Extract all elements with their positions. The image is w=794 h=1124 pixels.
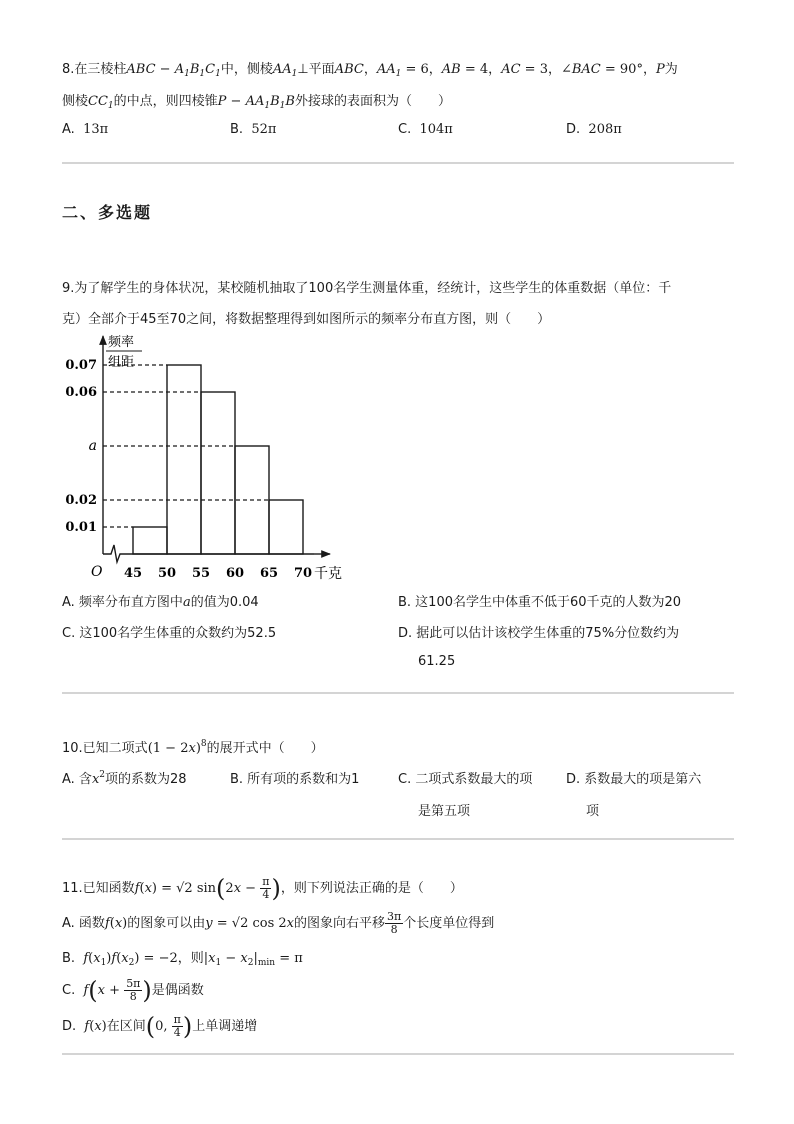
q10-option-b[interactable]: B. 所有项的系数和为1 — [230, 772, 360, 787]
q8-option-b[interactable]: B. 52π — [230, 122, 277, 137]
x-axis-unit: 千克 — [314, 566, 342, 582]
y-tick-label: a — [88, 438, 97, 454]
histogram-bar — [133, 527, 167, 554]
y-tick-label: 0.07 — [65, 358, 97, 373]
q11-stem: 11.已知函数f(x) = √2 sin(2x − $\frac{\pi}{4}$ )，则下列说法正确的是（ ） — [62, 874, 463, 903]
histogram-bar — [269, 500, 303, 554]
q9-option-c[interactable]: C. 这100名学生体重的众数约为52.5 — [62, 626, 277, 641]
q11-option-a[interactable]: A. 函数f(x)的图象可以由y = √2 cos 2x的图象向右平移 $\frac{3\pi}{8}$ 个长度单位得到 — [62, 910, 495, 936]
x-tick-label: 45 — [123, 566, 143, 581]
divider — [62, 838, 734, 840]
q9-option-d[interactable]: D. 据此可以估计该校学生体重的75%分位数约为 — [398, 626, 680, 641]
divider — [62, 692, 734, 694]
y-tick-label: 0.01 — [65, 520, 97, 535]
y-tick-label: 0.02 — [65, 493, 97, 508]
section-title: 二、多选题 — [62, 203, 153, 222]
y-tick-label: 0.06 — [65, 385, 97, 400]
divider — [62, 162, 734, 164]
q8-option-a[interactable]: A. 13π — [62, 122, 109, 137]
histogram-bar — [167, 365, 201, 554]
q9-option-a[interactable]: A. 频率分布直方图中a的值为0.04 — [62, 595, 259, 610]
q8-math-prism: ABC — [126, 62, 156, 77]
q8-option-d[interactable]: D. 208π — [566, 122, 622, 137]
divider — [62, 1053, 734, 1055]
q8-line2: 侧棱$CC_1$的中点，则四棱锥$P - AA_1B_1B$外接球的表面积为（ ） — [62, 94, 451, 111]
q10-stem: 10.已知二项式$(1 - 2x)^8$的展开式中（ ） — [62, 739, 324, 756]
q9-option-b[interactable]: B. 这100名学生中体重不低于60千克的人数为20 — [398, 595, 682, 610]
q11-option-d[interactable]: D. f(x)在区间(0, $\frac{\pi}{4}$ )上单调递增 — [62, 1012, 258, 1041]
x-tick-label: 70 — [293, 566, 313, 581]
q10-option-c[interactable]: C. 二项式系数最大的项 — [398, 772, 533, 787]
q11-option-b[interactable]: B. $f(x_1)f(x_2) = -2$，则$|x_1 - x_2|_{min} = \pi$ — [62, 951, 303, 968]
x-tick-label: 65 — [259, 566, 279, 581]
q9-option-d-cont: 61.25 — [418, 654, 456, 669]
histogram-bar — [201, 392, 235, 554]
histogram-chart — [62, 330, 362, 590]
q8-line1: 8.在三棱柱ABC − $A_1B_1C_1$中，侧棱$AA_1\perp$平面ABC，$AA_1 = 6$，AB = 4，AC = 3，∠BAC = 90°，P为 — [62, 62, 678, 79]
q10-option-d[interactable]: D. 系数最大的项是第六 — [566, 772, 702, 787]
x-tick-label: 55 — [191, 566, 211, 581]
x-tick-label: 50 — [157, 566, 177, 581]
y-axis-label-bottom: 组距 — [108, 355, 135, 370]
q8-prefix: 8.在三棱柱 — [62, 62, 127, 77]
q11-option-c[interactable]: C. f(x + $\frac{5\pi}{8}$ )是偶函数 — [62, 976, 204, 1005]
q9-line1: 9.为了解学生的身体状况，某校随机抽取了100名学生测量体重，经统计，这些学生的体重数据（单位：千 — [62, 281, 672, 296]
q10-option-c-cont: 是第五项 — [418, 804, 471, 819]
origin-label: O — [91, 564, 103, 580]
x-tick-label: 60 — [225, 566, 245, 581]
q10-option-a[interactable]: A. 含$x^2$项的系数为28 — [62, 770, 187, 787]
q10-option-d-cont: 项 — [586, 804, 600, 819]
y-axis-label-top: 频率 — [108, 335, 135, 350]
q8-option-c[interactable]: C. 104π — [398, 122, 453, 137]
q9-line2: 克）全部介于45至70之间，将数据整理得到如图所示的频率分布直方图，则（ ） — [62, 312, 551, 327]
x-axis — [103, 545, 314, 562]
